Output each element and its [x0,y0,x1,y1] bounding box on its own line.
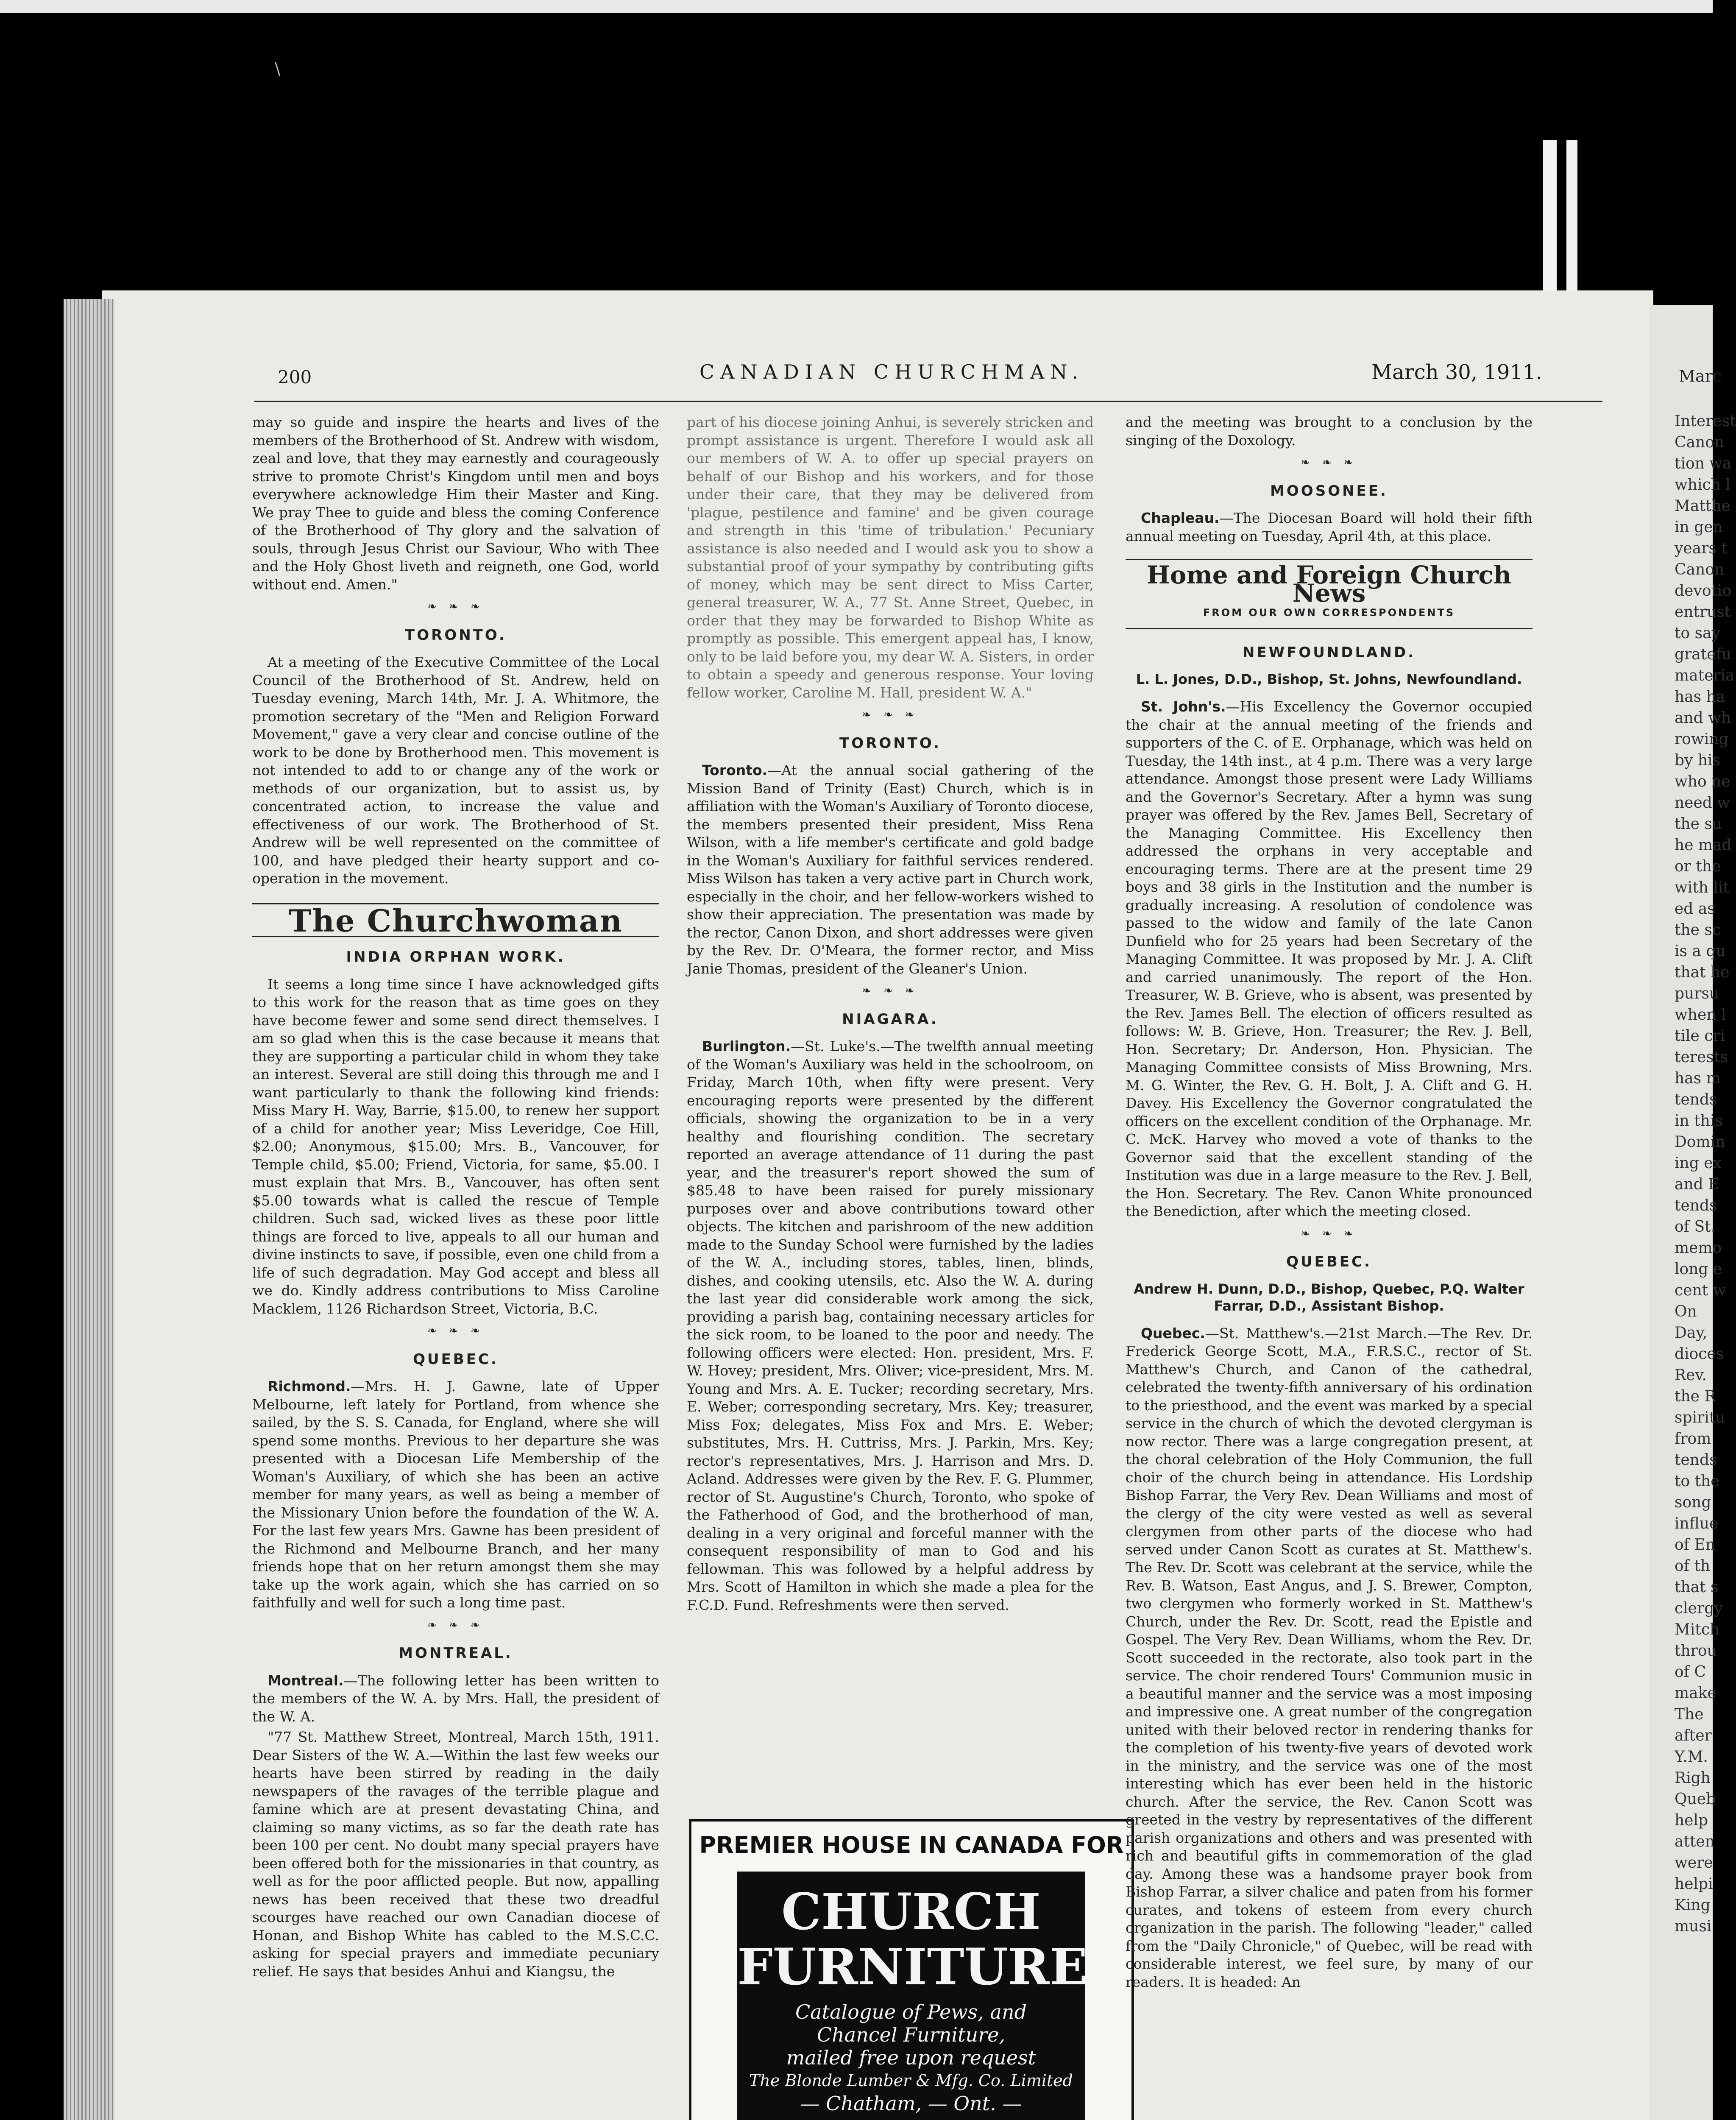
adjacent-page-line: terests [1675,1049,1728,1066]
adjacent-page-line: materia [1675,667,1735,684]
adjacent-page-line: entrust [1675,603,1731,621]
adjacent-page-line: tends [1675,1451,1717,1469]
adjacent-page-line: need w [1675,794,1730,812]
prayer-text: may so guide and inspire the hearts and lives of the members of the Brotherhood of St. Andrew with wisdom, zeal and love, that they may earnestly and courageously strive to promote Christ's Kingdom until men and boys everywhere acknowledge Him their Master and King. We pray Thee to guide and bless the coming Conference of the Brotherhood of Thy glory and the salvation of souls, through Jesus Christ our Saviour, Who with Thee and the Holy Ghost liveth and reigneth, one God, world without end. Amen." [252,414,659,593]
adjacent-page-line: Y.M. [1675,1748,1708,1766]
article-text: —St. Matthew's.—21st March.—The Rev. Dr. Frederick George Scott, M.A., F.R.S.C., rector of St. Matthew's Church, and Canon of the cathedral, celebrated the twenty-fifth anniversary of his ordination to the priesthood, and the event was marked by a special service in the church of which the devoted clergyman is now rector. There was a large congregation present, at the choral celebration of the Holy Communion, the full choir of the church being in attendance. His Lordship Bishop Farrar, the Very Rev. Dean Williams and most of the clergy of the city were vested as well as several clergymen from other parts of the diocese who had served under Canon Scott as curates at St. Matthew's. The Rev. Dr. Scott was celebrant at the service, while the Rev. B. Watson, East Angus, and J. S. Brewer, Compton, two clergymen who formerly worked in St. Matthew's Church, under the Rev. Dr. Scott, read the Epistle and Gospel. The Very Rev. Dean Williams, whom the Rev. Dr. Scott succeeded in the rectorate, also took part in the service. The choir rendered Tours' Communion music in a beautiful manner and the service was a most imposing and impressive one. A great number of the congregation united with their beloved rector in rendering thanks for the completion of his twenty-five years of devoted work in the ministry, and the service was one of the most interesting which has ever been held in the historic church. After the service, the Rev. Canon Scott was greeted in the vestry by representatives of the different parish organizations and others and was presented with rich and beautiful gifts in commemoration of the glad day. Among these was a handsome prayer book from Bishop Farrar, a silver chalice and paten from his former curates, and tokens of esteem from every church organization in the parish. The following "leader," called from the "Daily Chronicle," of Quebec, will be read with considerable interest, we feel sure, by many of our readers. It is headed: An [1126,1325,1533,1990]
adjacent-page-line: to the [1675,1473,1720,1490]
adjacent-page-line: make [1675,1685,1716,1702]
section-heading: NIAGARA. [842,1010,939,1028]
page-number: 200 [278,367,312,388]
film-edge-top [0,0,1713,13]
section-heading: TORONTO. [405,626,507,644]
adjacent-page-line: the su [1675,815,1722,833]
ad-city-script: — Chatham, — Ont. — [800,2092,1022,2115]
adjacent-page-line: atten [1675,1833,1715,1850]
article-text: —The following letter has been written to the members of the W. A. by Mrs. Hall, the president of the W. A. [252,1672,659,1725]
church-furniture-advertisement [689,1819,1134,2120]
adjacent-page-line: from [1675,1430,1711,1448]
adjacent-page-line: Canon [1675,561,1725,578]
department-subheading: FROM OUR OWN CORRESPONDENTS [1126,604,1533,629]
section-heading: QUEBEC. [1286,1253,1372,1270]
section-divider: ❧ ❧ ❧ [862,709,919,721]
bishop-line: L. L. Jones, D.D., Bishop, St. Johns, Newfoundland. [1136,671,1522,687]
adjacent-page [1649,305,1736,2120]
adjacent-page-line: to say [1675,625,1720,642]
section-divider: ❧ ❧ ❧ [1301,1227,1357,1240]
section-heading: MONTREAL. [398,1645,513,1662]
ad-black-panel [737,1872,1088,2120]
adjacent-page-line: rowing [1675,731,1729,748]
article-text: At a meeting of the Executive Committee of the Local Council of the Brotherhood of St. Andrew, held on Tuesday evening, March 14th, Mr. J. A. Whitmore, the promotion secretary of the "Men and Religion Forward Movement," gave a very clear and concise outline of the work to be done by Brotherhood men. This movement is not intended to add to or change any of the work or methods of our organization, but to assist us, by concentrated action, to increase the value and effectiveness of our work. The Brotherhood of St. Andrew will be well represented on the committee of 100, and have pledged their hearty support and co-operation in the movement. [252,654,659,887]
column-3 [1126,413,1533,1994]
place-lead: Burlington. [702,1038,791,1054]
place-lead: Richmond. [268,1378,351,1395]
adjacent-page-line: has m [1675,1070,1721,1087]
adjacent-page-line: spiritu [1675,1409,1725,1426]
adjacent-page-line: musi [1675,1918,1712,1935]
section-divider: ❧ ❧ ❧ [862,985,919,997]
ad-church: CHURCH [781,1882,1041,1941]
adjacent-page-line: and E [1675,1176,1719,1193]
article-text: —At the annual social gathering of the Mission Band of Trinity (East) Church, which is in affiliation with the Woman's Auxiliary of Toronto diocese, the members presented their president, Miss Rena Wilson, with a life member's certificate and gold badge in the Woman's Auxiliary for faithful services rendered. Miss Wilson has taken a very active part in Church work, especially in the choir, and her fellow-workers wished to show their appreciation. The presentation was made by the rector, Canon Dixon, and short addresses were given by the Rev. Dr. O'Meara, the former rector, and Miss Janie Thomas, president of the Gleaner's Union. [687,762,1094,977]
article-text: —His Excellency the Governor occupied the chair at the annual meeting of the friends and supporters of the C. of E. Orphanage, which was held on Tuesday, the 14th inst., at 4 p.m. There was a very large attendance. Amongst those present were Lady Williams and the Governor's Secretary. After a hymn was sung prayer was offered by the Rev. James Bell, Secretary of the Managing Committee. His Excellency then addressed the orphans in very acceptable and encouraging terms. There are at the present time 29 boys and 38 girls in the Institution and the number is gradually increasing. A resolution of condolence was passed to the widow and family of the late Canon Dunfield who for 25 years had been Secretary of the Managing Committee. It was proposed by Mr. J. A. Clift and carried unanimously. The report of the Hon. Treasurer, W. B. Grieve, who is absent, was presented by the Rev. James Bell. The election of officers resulted as follows: W. B. Grieve, Hon. Treasurer; the Rev. J. Bell, Hon. Secretary; Dr. Anderson, Hon. Physician. The Managing Committee consists of Miss Browning, Mrs. M. G. Winter, the Rev. G. H. Bolt, J. A. Clift and G. H. Davey. His Excellency the Governor congratulated the officers on the excellent condition of the Orphanage. Mr. C. McK. Harvey who moved a vote of thanks to the Governor said that the excellent standing of the Institution was due in a large measure to the Rev. J. Bell, the Hon. Secretary. The Rev. Canon White pronounced the Benediction, after which the meeting closed. [1126,698,1533,1219]
adjacent-page-line: memo [1675,1239,1722,1257]
article-text: —St. Luke's.—The twelfth annual meeting of the Woman's Auxiliary was held in the schoolroom, on Friday, March 10th, when fifty were present. Very encouraging reports were presented by the different officials, showing the organization to be in a very healthy and flourishing condition. The secretary reported an average attendance of 11 during the past year, and the treasurer's report showed the sum of $85.48 to have been raised for purely missionary purposes over and above contributions toward other objects. The kitchen and parishroom of the new addition made to the Sunday School were furnished by the ladies of the W. A., including stores, tables, linen, blinds, dishes, and cooking utensils, etc. Also the W. A. during the last year did considerable work among the sick, providing a parish bag, containing necessary articles for the sick room, to be loaned to the poor and needy. The following officers were elected: Hon. president, Mrs. F. W. Hovey; president, Mrs. Oliver; vice-president, Mrs. M. Young and Mrs. A. E. Tucker; recording secretary, Mrs. E. Weber; corresponding secretary, Mrs. Key; treasurer, Miss Fox; delegates, Miss Fox and Mrs. E. Weber; substitutes, Mrs. H. Cuttriss, Mrs. J. Parkin, Mrs. Key; rector's representatives, Mrs. J. Harrison and Mrs. D. Acland. Addresses were given by the Rev. F. G. Plummer, rector of St. Augustine's Church, Toronto, who spoke of the Fatherhood of God, and the brotherhood of man, dealing in a very original and forceful manner with the consequent responsibility of man to God and his fellowman. This was followed by a helpful address by Mrs. Scott of Hamilton in which she made a plea for the F.C.D. Fund. Refreshments were then served. [687,1038,1094,1613]
adjacent-page-line: help [1675,1812,1708,1829]
article-text: —The Diocesan Board will hold their fifth annual meeting on Tuesday, April 4th, at this place. [1126,510,1533,544]
adjacent-page-line: song [1675,1494,1711,1511]
article-text: and the meeting was brought to a conclusion by the singing of the Doxology. [1126,414,1533,449]
adjacent-page-line: the R [1675,1388,1716,1405]
adjacent-page-text [1649,411,1736,1937]
adjacent-page-line: in this [1675,1112,1723,1130]
film-sprocket-bar [1543,140,1557,310]
place-lead: Chapleau. [1141,510,1220,526]
ad-headline: PREMIER HOUSE IN CANADA FOR [699,1832,1124,1858]
adjacent-page-line: Day, [1675,1324,1708,1342]
ad-chancel: Chancel Furniture, [816,2023,1005,2046]
adjacent-page-line: Mitch [1675,1621,1720,1638]
section-heading: INDIA ORPHAN WORK. [346,948,566,965]
section-heading: MOOSONEE. [1270,482,1388,499]
adjacent-page-line: pursu [1675,985,1719,1002]
film-mark: \ [275,59,281,79]
adjacent-page-line: by his [1675,752,1720,769]
adjacent-page-line: with lit [1675,879,1729,896]
department-heading: The Churchwoman [252,903,659,937]
section-heading: NEWFOUNDLAND. [1242,644,1416,661]
adjacent-page-line: which l [1675,476,1730,494]
adjacent-page-line: of C [1675,1663,1706,1681]
ad-catalogue: Catalogue of Pews, and [795,2000,1027,2023]
adjacent-page-line: who ne [1675,773,1730,790]
adjacent-page-line: gratefu [1675,646,1731,663]
adjacent-page-line: dioces [1675,1345,1724,1363]
adjacent-page-line: ing ex [1675,1155,1722,1172]
ad-signature: The Blonde Lumber & Mfg. Co. Limited [749,2071,1073,2090]
adjacent-page-line: that he [1675,964,1730,981]
adjacent-page-line: in gen [1675,519,1723,536]
article-text: —Mrs. H. J. Gawne, late of Upper Melbourne, left lately for Portland, from whence she sailed, by the S. S. Canada, for England, where she will spend some months. Previous to her departure she was presented with a Diocesan Life Membership of the Woman's Auxiliary, of which she has been an active member for many years, as well as being a member of the Missionary Union before the foundation of the W. A. For the last few years Mrs. Gawne has been president of the Richmond and Melbourne Branch, and her many friends hope that on her return amongst them she may take up the work again, which she has carried on so faithfully and well for such a long time past. [252,1378,659,1611]
adjacent-page-line: has ha [1675,688,1725,706]
masthead-title: CANADIAN CHURCHMAN. [699,360,1084,383]
book-page-edges [64,299,114,2120]
adjacent-page-line: Righ [1675,1769,1711,1787]
place-lead: St. John's. [1141,698,1226,715]
adjacent-page-line: he mad [1675,837,1732,854]
letter-text: part of his diocese joining Anhui, is severely stricken and prompt assistance is urgent. Therefore I would ask all our members of W. A. to offer up special prayers on behalf of our Bishop and his workers, and for those under their care, that they may be delivered from 'plague, pestilence and famine' and be given courage and strength in this 'time of tribulation.' Pecuniary assistance is also needed and I would ask you to show a substantial proof of your sympathy by contributing gifts of money, which may be sent direct to Miss Carter, general treasurer, W. A., 77 St. Anne Street, Quebec, in order that they may be forwarded to Bishop White as promptly as possible. This emergent appeal has, I know, only to be laid before you, my dear W. A. Sisters, in order to obtain a speedy and generous response. Your loving fellow worker, Caroline M. Hall, president W. A." [687,414,1094,701]
adjacent-page-line: Domin [1675,1133,1725,1151]
adjacent-page-line: tends [1675,1197,1717,1214]
adjacent-page-line: tends [1675,1091,1717,1108]
department-heading: Home and Foreign Church News [1126,559,1533,604]
film-sprocket-bar [1566,140,1577,310]
adjacent-page-line: King [1675,1897,1711,1914]
adjacent-page-line: clergy [1675,1600,1723,1617]
place-lead: Quebec. [1141,1325,1206,1342]
adjacent-page-header: Marc [1679,367,1722,385]
place-lead: Toronto. [702,762,768,778]
place-lead: Montreal. [268,1672,344,1689]
section-divider: ❧ ❧ ❧ [427,600,484,613]
section-divider: ❧ ❧ ❧ [1301,456,1357,469]
section-heading: QUEBEC. [413,1350,499,1368]
adjacent-page-line: of En [1675,1536,1715,1554]
adjacent-page-line: ed as [1675,900,1715,918]
adjacent-page-line: and wh [1675,709,1731,727]
adjacent-page-line: Interest [1675,413,1736,430]
article-text: It seems a long time since I have acknowledged gifts to this work for the reason that as time goes on they have become fewer and some send direct themselves. I am so glad when this is the case because it means that they are supporting a particular child in whom they take an interest. Several are still doing this through me and I want particularly to thank the following kind friends: Miss Mary H. Way, Barrie, $15.00, to renew her support of a child for another year; Miss Leveridge, Coe Hill, $2.00; Anonymous, $15.00; Mrs. B., Vancouver, for Temple child, $5.00; Friend, Victoria, for same, $5.00. I must explain that Mrs. B., Vancouver, has often sent $5.00 towards what is called the rescue of Temple children. Such sad, wicked lives as these poor little things are forced to live, appeals to all our human and divine instincts to save, if possible, even one child from a life of such degradation. May God accept and bless all we do. Kindly address contributions to Miss Caroline Macklem, 1126 Richardson Street, Victoria, B.C. [252,976,659,1317]
adjacent-page-line: the sc [1675,921,1721,939]
adjacent-page-line: The [1675,1706,1704,1723]
adjacent-page-line: Rev. [1675,1367,1707,1384]
section-heading: TORONTO. [839,734,941,752]
header-rule [254,401,1602,402]
adjacent-page-line: that s [1675,1579,1719,1596]
adjacent-page-line: cent w [1675,1282,1726,1299]
section-divider: ❧ ❧ ❧ [427,1618,484,1632]
adjacent-page-line: helpi [1675,1875,1713,1893]
adjacent-page-line: of th [1675,1557,1711,1575]
adjacent-page-line: years t [1675,540,1728,557]
adjacent-page-line: when l [1675,1006,1726,1024]
adjacent-page-line: or the [1675,858,1721,875]
section-divider: ❧ ❧ ❧ [427,1325,484,1337]
adjacent-page-line: tile cri [1675,1027,1725,1045]
adjacent-page-line: is a qu [1675,943,1726,960]
adjacent-page-line: long e [1675,1261,1722,1278]
bishop-line: Andrew H. Dunn, D.D., Bishop, Quebec, P.Q. Walter Farrar, D.D., Assistant Bishop. [1134,1280,1524,1314]
adjacent-page-line: were [1675,1854,1713,1872]
adjacent-page-line: devotio [1675,582,1732,600]
ad-mailed: mailed free upon request [786,2046,1036,2069]
ad-furniture: FURNITURE [737,1937,1088,1996]
adjacent-page-line: after [1675,1727,1712,1744]
column-2 [687,413,1094,1617]
adjacent-page-line: Queb [1675,1791,1716,1808]
column-1 [252,413,659,1983]
adjacent-page-line: of St. [1675,1218,1716,1236]
adjacent-page-line: Matthe [1675,497,1730,515]
adjacent-page-line: throu [1675,1642,1717,1660]
letter-text: "77 St. Matthew Street, Montreal, March 15th, 1911. Dear Sisters of the W. A.—Within the last few weeks our hearts have been stirred by reading in the daily newspapers of the ravages of the terrible plague and famine which are at present devastating China, and claiming so many victims, as so far the death rate has been 100 per cent. No doubt many special prayers have been offered both for the missionaries in that country, as well as for the poor afflicted people. But now, appalling news has been received that these two dreadful scourges have reached our own Canadian diocese of Honan, and Bishop White has cabled to the M.S.C.C. asking for special prayers and immediate pecuniary relief. He says that besides Anhui and Kiangsu, the [252,1729,659,1980]
adjacent-page-line: On [1675,1303,1697,1320]
adjacent-page-line: tion wa [1675,455,1732,472]
issue-date: March 30, 1911. [1371,360,1542,384]
adjacent-page-line: Canon [1675,434,1725,451]
adjacent-page-line: influe [1675,1515,1719,1532]
